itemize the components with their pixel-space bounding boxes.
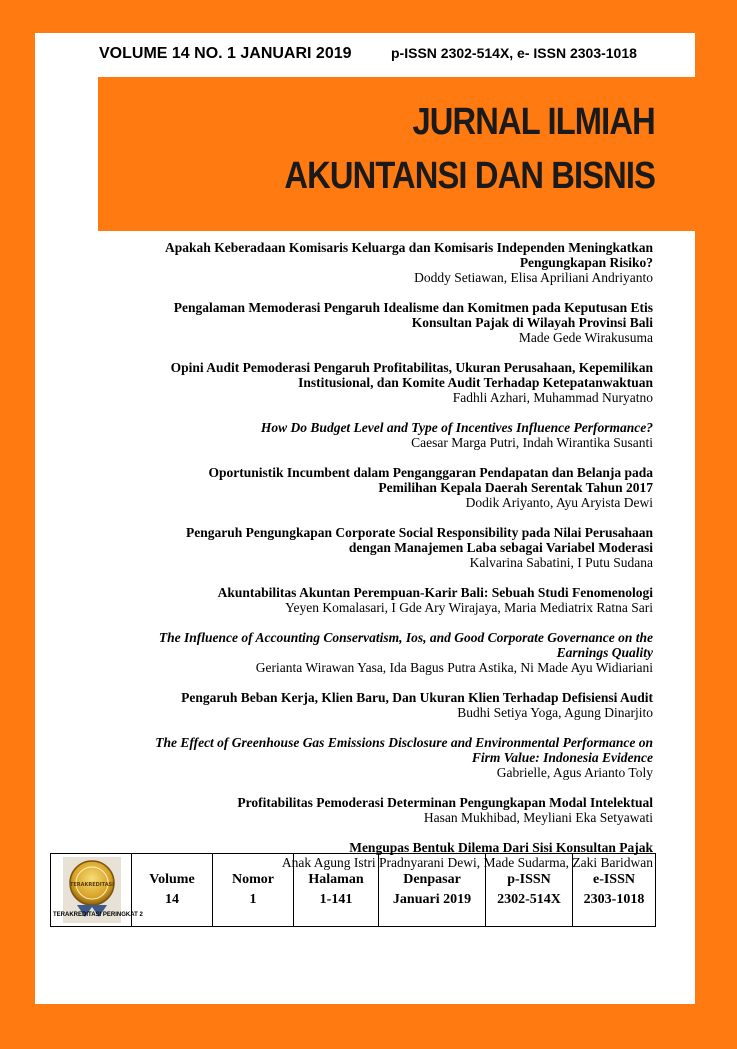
article-title: Opini Audit Pemoderasi Pengaruh Profitabilitas, Ukuran Perusahaan, Kepemilikan Institusional, dan Komite Audit Terhadap Ketepatanwaktuan — [170, 360, 653, 390]
eissn-label: e-ISSN — [592, 872, 635, 887]
place-label: Denpasar — [403, 872, 461, 887]
cover-page — [35, 33, 695, 1004]
article-title: Mengupas Bentuk Dilema Dari Sisi Konsultan Pajak — [349, 840, 653, 855]
halaman-value: 1-141 — [319, 892, 353, 907]
article-authors: Fadhli Azhari, Muhammad Nuryatno — [452, 390, 653, 405]
accreditation-cell — [51, 854, 143, 926]
article-title: How Do Budget Level and Type of Incentives Influence Performance? — [260, 420, 653, 435]
article-authors: Hasan Mukhibad, Meyliani Eka Setyawati — [423, 810, 653, 825]
journal-title-band — [98, 77, 695, 231]
article-item[interactable] — [155, 300, 653, 345]
article-list — [155, 240, 653, 885]
halaman-label: Halaman — [308, 872, 364, 887]
article-authors: Budhi Setiya Yoga, Agung Dinarjito — [457, 705, 653, 720]
eissn-value: 2303-1018 — [583, 892, 645, 907]
accreditation-caption: TERAKREDITASI PERINGKAT 2 — [53, 912, 143, 918]
article-title: The Influence of Accounting Conservatism, Ios, and Good Corporate Governance on the Earnings Quality — [158, 630, 653, 660]
article-title: Akuntabilitas Akuntan Perempuan-Karir Bali: Sebuah Studi Fenomenologi — [217, 585, 653, 600]
article-authors: Yeyen Komalasari, I Gde Ary Wirajaya, Maria Mediatrix Ratna Sari — [285, 600, 653, 615]
article-item[interactable] — [155, 420, 653, 450]
nomor-label: Nomor — [232, 872, 274, 887]
article-title: The Effect of Greenhouse Gas Emissions Disclosure and Environmental Performance on Firm Value: Indonesia Evidence — [155, 735, 653, 765]
article-item[interactable] — [155, 525, 653, 570]
journal-title-line-1: JURNAL ILMIAH — [412, 101, 655, 143]
svg-text:TERAKREDITASI: TERAKREDITASI — [69, 882, 115, 888]
article-item[interactable] — [155, 360, 653, 405]
issn-header: p-ISSN 2302-514X, e- ISSN 2303-1018 — [391, 45, 637, 61]
nomor-cell — [212, 854, 293, 926]
article-authors: Kalvarina Sabatini, I Putu Sudana — [469, 555, 653, 570]
article-authors: Caesar Marga Putri, Indah Wirantika Susanti — [411, 435, 653, 450]
article-title: Pengalaman Memoderasi Pengaruh Idealisme dan Komitmen pada Keputusan Etis Konsultan Pajak di Wilayah Provinsi Bali — [173, 300, 653, 330]
article-authors: Doddy Setiawan, Elisa Apriliani Andriyanto — [414, 270, 653, 285]
article-title: Apakah Keberadaan Komisaris Keluarga dan Komisaris Independen Meningkatkan Pengungkapan Risiko? — [165, 240, 653, 270]
eissn-cell — [572, 854, 655, 926]
nomor-value: 1 — [249, 892, 257, 907]
volume-label: Volume — [149, 872, 195, 887]
place-value: Januari 2019 — [392, 892, 472, 907]
article-item[interactable] — [155, 240, 653, 285]
article-item[interactable] — [155, 465, 653, 510]
article-item[interactable] — [155, 585, 653, 615]
article-authors: Gerianta Wirawan Yasa, Ida Bagus Putra Astika, Ni Made Ayu Widiariani — [255, 660, 653, 675]
article-authors: Made Gede Wirakusuma — [518, 330, 653, 345]
pissn-label: p-ISSN — [507, 872, 551, 887]
pissn-value: 2302-514X — [497, 892, 561, 907]
article-authors: Dodik Ariyanto, Ayu Aryista Dewi — [465, 495, 653, 510]
article-authors: Anak Agung Istri Pradnyarani Dewi, Made Sudarma, Zaki Baridwan — [281, 855, 653, 870]
place-date-cell — [378, 854, 485, 926]
article-item[interactable] — [155, 690, 653, 720]
journal-info-table — [50, 853, 656, 927]
pissn-cell — [485, 854, 572, 926]
volume-header: VOLUME 14 NO. 1 JANUARI 2019 — [99, 45, 352, 62]
article-item[interactable] — [155, 735, 653, 780]
article-item[interactable] — [155, 795, 653, 825]
volume-value: 14 — [165, 892, 179, 907]
halaman-cell — [293, 854, 378, 926]
article-title: Profitabilitas Pemoderasi Determinan Pengungkapan Modal Intelektual — [237, 795, 653, 810]
journal-title-line-2: AKUNTANSI DAN BISNIS — [284, 155, 655, 197]
article-title: Pengaruh Pengungkapan Corporate Social Responsibility pada Nilai Perusahaan dengan Manajemen Laba sebagai Variabel Moderasi — [186, 525, 653, 555]
article-title: Pengaruh Beban Kerja, Klien Baru, Dan Ukuran Klien Terhadap Defisiensi Audit — [181, 690, 653, 705]
article-title: Oportunistik Incumbent dalam Penganggaran Pendapatan dan Belanja pada Pemilihan Kepala Daerah Serentak Tahun 2017 — [208, 465, 653, 495]
article-item[interactable] — [155, 630, 653, 675]
volume-cell — [131, 854, 212, 926]
article-authors: Gabrielle, Agus Arianto Toly — [496, 765, 653, 780]
